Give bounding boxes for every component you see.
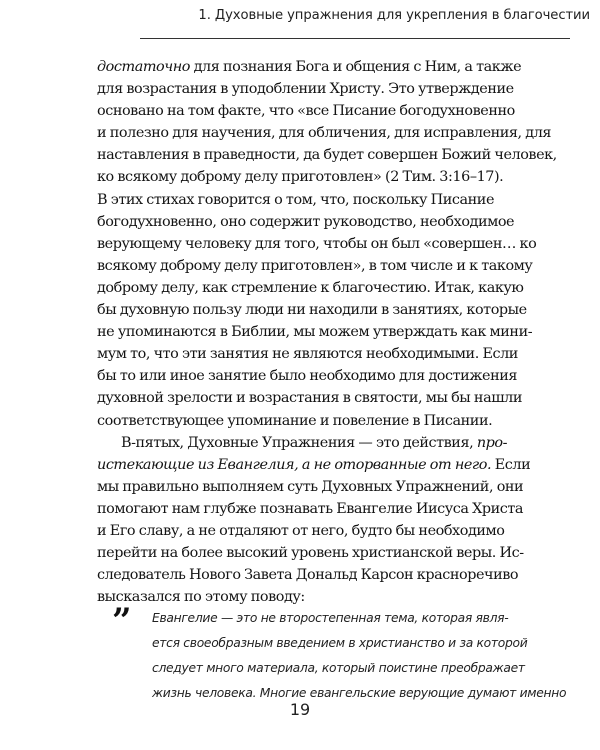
emphasis: про-: [476, 434, 508, 451]
body-text: [97, 56, 557, 608]
text-line: не упоминаются в Библии, мы можем утверждать как мини-: [97, 324, 533, 341]
emphasis: истекающие из Евангелия, а не оторванные от него.: [97, 456, 492, 473]
text-line: бы то или иное занятие было необходимо для достижения: [97, 368, 518, 385]
text-line: В этих стихах говорится о том, что, поскольку Писание: [97, 191, 495, 208]
text-line: наставления в праведности, да будет совершен Божий человек,: [97, 147, 557, 164]
text-line: достаточно для познания Бога и общения с Ним, а также: [97, 59, 522, 75]
quote-line: жизнь человека. Многие евангельские верующие думают именно: [152, 686, 567, 700]
text-line: помогают нам глубже познавать Евангелие Иисуса Христа: [97, 500, 524, 517]
quote-text: [152, 606, 567, 706]
text-line: и Его славу, а не отдаляют от него, будто бы необходимо: [97, 522, 505, 539]
text-line: духовной зрелости и возрастания в святости, мы бы нашли: [97, 390, 522, 407]
text-line: В-пятых, Духовные Упражнения — это действия, про-: [121, 434, 508, 451]
quote-line: следует много материала, который поистине преображает: [152, 661, 525, 675]
text-line: мум то, что эти занятия не являются необходимыми. Если: [97, 346, 518, 363]
text-line: бы духовную пользу люди ни находили в занятиях, которые: [97, 302, 527, 319]
running-head: 1. Духовные упражнения для укрепления в благочестии: [198, 8, 590, 23]
text-line: основано на том факте, что «все Писание богодухновенно: [97, 103, 515, 120]
text-line: всякому доброму делу приготовлен», в том числе и к такому: [97, 257, 533, 274]
quote-mark-icon: ”: [112, 601, 132, 641]
text-line: богодухновенно, оно содержит руководство, необходимое: [97, 213, 515, 230]
text-line: истекающие из Евангелия, а не оторванные от него. Если: [97, 456, 531, 473]
emphasis: достаточно: [97, 59, 190, 75]
quote-line: Евангелие — это не второстепенная тема, которая явля-: [152, 611, 509, 625]
text-line: следователь Нового Завета Дональд Карсон красноречиво: [97, 567, 519, 584]
text-line: высказался по этому поводу:: [97, 589, 305, 606]
text-line: и полезно для научения, для обличения, для исправления, для: [97, 125, 552, 142]
header-rule: [140, 38, 570, 39]
text-line: доброму делу, как стремление к благочестию. Итак, какую: [97, 279, 524, 296]
text-line: ко всякому доброму делу приготовлен» (2 Тим. 3:16–17).: [97, 169, 504, 186]
text-line: соответствующее упоминание и повеление в Писании.: [97, 412, 493, 429]
quote-line: ется своеобразным введением в христианство и за которой: [152, 636, 528, 650]
page-number: 19: [289, 700, 311, 719]
text-line: верующему человеку для того, чтобы он был «совершен… ко: [97, 235, 537, 252]
text-line: мы правильно выполняем суть Духовных Упражнений, они: [97, 478, 524, 495]
text-line: перейти на более высокий уровень христианской веры. Ис-: [97, 545, 524, 562]
text-line: для возрастания в уподоблении Христу. Это утверждение: [97, 81, 514, 98]
